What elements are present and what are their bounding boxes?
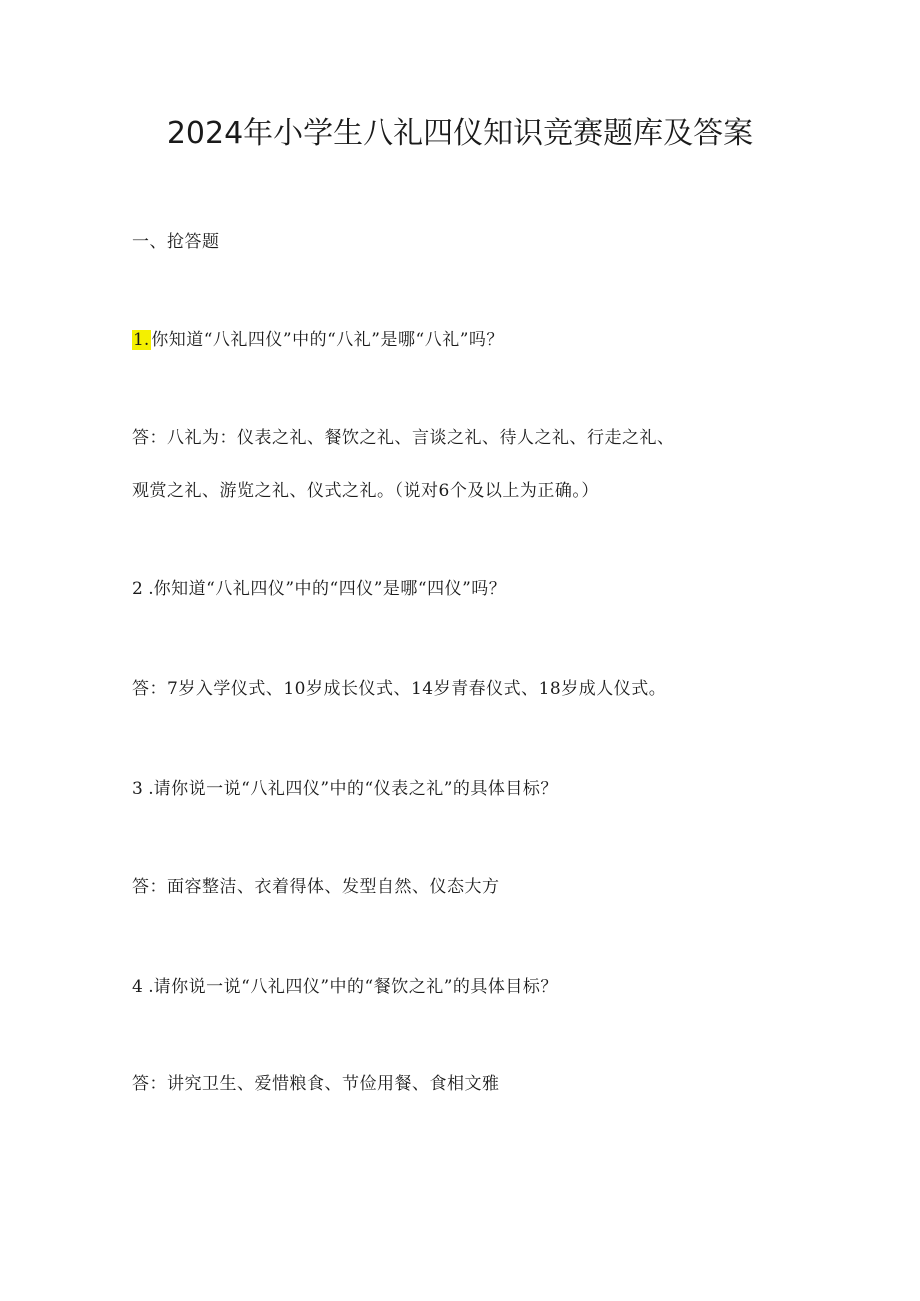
question-number: 3 . <box>132 779 154 799</box>
question-text: 你知道“八礼四仪”中的“四仪”是哪“四仪”吗？ <box>153 579 507 599</box>
question-text: 请你说一说“八礼四仪”中的“仪表之礼”的具体目标？ <box>153 779 558 799</box>
answer-1-line-2: 观赏之礼、游览之礼、仪式之礼。（说对6个及以上为正确。） <box>132 481 599 501</box>
question-number-highlighted: 1. <box>133 330 150 350</box>
question-2 <box>132 576 506 602</box>
answer-2: 答：7岁入学仪式、10岁成长仪式、14岁青春仪式、18岁成人仪式。 <box>132 679 667 699</box>
document-title: 2024年小学生八礼四仪知识竞赛题库及答案 <box>166 116 754 151</box>
answer-1-line-1: 答：八礼为：仪表之礼、餐饮之礼、言谈之礼、待人之礼、行走之礼、 <box>132 428 675 448</box>
question-4 <box>132 974 558 1000</box>
question-number: 4 . <box>132 977 154 997</box>
question-3 <box>132 776 558 802</box>
answer-4: 答：讲究卫生、爱惜粮食、节俭用餐、食相文雅 <box>132 1074 500 1094</box>
answer-3: 答：面容整洁、衣着得体、发型自然、仪态大方 <box>132 877 500 897</box>
question-text: 你知道“八礼四仪”中的“八礼”是哪“八礼”吗？ <box>151 330 504 350</box>
question-text: 请你说一说“八礼四仪”中的“餐饮之礼”的具体目标？ <box>153 977 558 997</box>
section-heading: 一、抢答题 <box>132 232 220 252</box>
question-1 <box>132 327 504 353</box>
question-number: 2 . <box>132 579 154 599</box>
